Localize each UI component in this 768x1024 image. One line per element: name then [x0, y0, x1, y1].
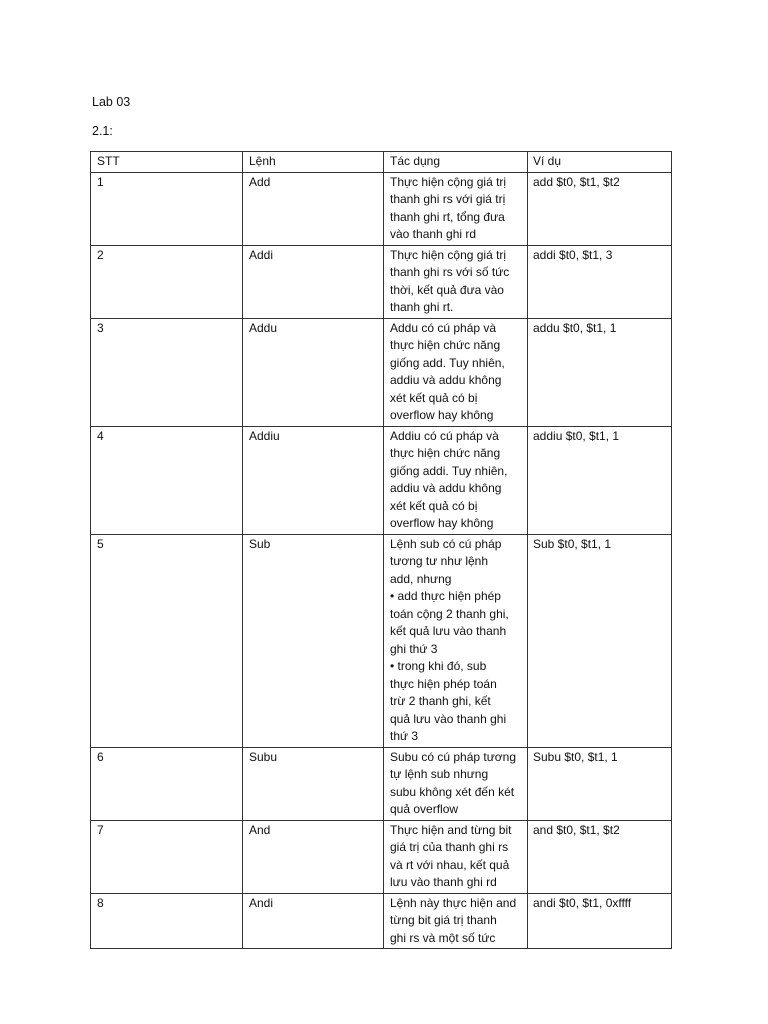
cell-example: add $t0, $t1, $t2 — [528, 172, 672, 245]
cell-command: Subu — [243, 747, 384, 820]
effect-line: giá trị của thanh ghi rs — [390, 840, 509, 854]
effect-line: addiu và addu không — [390, 481, 502, 495]
cell-command: Addiu — [243, 426, 384, 534]
table-row — [91, 820, 672, 893]
effect-line: ghi thứ 3 — [390, 641, 438, 656]
cell-example: andi $t0, $t1, 0xffff — [528, 893, 672, 949]
effect-line: giống addi. Tuy nhiên, — [390, 463, 508, 478]
effect-line: quả lưu vào thanh ghi — [390, 711, 507, 726]
effect-line: xét kết quả có bị — [390, 390, 478, 405]
effect-line: Thực hiện and từng bit — [390, 822, 512, 837]
table-row — [91, 318, 672, 426]
cell-stt: 2 — [91, 245, 243, 318]
cell-effect — [384, 245, 528, 318]
instruction-table — [90, 151, 672, 949]
effect-line: Lệnh sub có cú pháp — [390, 536, 502, 551]
effect-line: overflow hay không — [390, 516, 494, 530]
table-header-row — [91, 152, 672, 173]
cell-effect — [384, 426, 528, 534]
effect-line: tự lệnh sub nhưng — [390, 767, 489, 781]
effect-line: từng bit giá trị thanh — [390, 913, 497, 927]
effect-line: add, nhưng — [390, 571, 452, 586]
cell-example: Subu $t0, $t1, 1 — [528, 747, 672, 820]
effect-line: tương tư như lệnh — [390, 554, 489, 568]
cell-stt: 1 — [91, 172, 243, 245]
effect-line: addiu và addu không — [390, 373, 502, 387]
cell-command: Addi — [243, 245, 384, 318]
cell-example: and $t0, $t1, $t2 — [528, 820, 672, 893]
cell-effect — [384, 172, 528, 245]
cell-command: Add — [243, 172, 384, 245]
effect-line: • trong khi đó, sub — [390, 659, 487, 673]
table-row — [91, 893, 672, 949]
effect-line: Addu có cú pháp và — [390, 320, 497, 335]
cell-stt: 4 — [91, 426, 243, 534]
cell-effect — [384, 893, 528, 949]
effect-line: thanh ghi rs với số tức — [390, 265, 510, 279]
effect-line: overflow hay không — [390, 408, 494, 422]
effect-line: vào thanh ghi rd — [390, 227, 477, 241]
cell-example: addi $t0, $t1, 3 — [528, 245, 672, 318]
cell-effect — [384, 318, 528, 426]
effect-line: Thực hiện cộng giá trị — [390, 247, 507, 262]
cell-example: Sub $t0, $t1, 1 — [528, 534, 672, 747]
cell-command: Sub — [243, 534, 384, 747]
section-number: 2.1: — [92, 124, 113, 138]
effect-line: và rt với nhau, kết quả — [390, 857, 510, 872]
effect-line: thực hiện phép toán — [390, 676, 497, 691]
effect-line: xét kết quả có bị — [390, 498, 478, 513]
cell-example: addu $t0, $t1, 1 — [528, 318, 672, 426]
effect-line: • add thực hiện phép — [390, 589, 501, 603]
header-effect: Tác dụng — [384, 152, 528, 173]
effect-line: quả overflow — [390, 802, 459, 816]
effect-line: Thực hiện cộng giá trị — [390, 174, 507, 189]
effect-line: trừ 2 thanh ghi, kết — [390, 694, 491, 708]
effect-line: thời, kết quả đưa vào — [390, 282, 504, 297]
effect-line: giống add. Tuy nhiên, — [390, 355, 505, 370]
table-row — [91, 172, 672, 245]
cell-command: And — [243, 820, 384, 893]
effect-line: thứ 3 — [390, 729, 419, 743]
cell-stt: 5 — [91, 534, 243, 747]
cell-command: Addu — [243, 318, 384, 426]
effect-line: thanh ghi rt, tổng đưa — [390, 209, 505, 224]
header-command: Lệnh — [243, 152, 384, 173]
table-row — [91, 747, 672, 820]
cell-effect — [384, 747, 528, 820]
effect-line: Lệnh này thực hiện and — [390, 895, 517, 910]
effect-line: ghi rs và một số tức — [390, 930, 496, 945]
effect-line: Addiu có cú pháp và — [390, 428, 499, 443]
effect-line: kết quả lưu vào thanh — [390, 624, 507, 638]
effect-line: lưu vào thanh ghi rd — [390, 875, 497, 889]
effect-line: thanh ghi rt. — [390, 300, 454, 314]
cell-stt: 8 — [91, 893, 243, 949]
cell-stt: 3 — [91, 318, 243, 426]
effect-line: subu không xét đến két — [390, 784, 515, 799]
table-row — [91, 426, 672, 534]
effect-line: thanh ghi rs với giá trị — [390, 192, 506, 206]
cell-example: addiu $t0, $t1, 1 — [528, 426, 672, 534]
effect-line: thực hiện chức năng — [390, 446, 501, 460]
effect-line: Subu có cú pháp tương — [390, 749, 516, 764]
cell-effect — [384, 820, 528, 893]
header-example: Ví dụ — [528, 152, 672, 173]
cell-effect — [384, 534, 528, 747]
cell-stt: 6 — [91, 747, 243, 820]
cell-stt: 7 — [91, 820, 243, 893]
effect-line: thực hiện chức năng — [390, 338, 501, 352]
table-row — [91, 245, 672, 318]
doc-title: Lab 03 — [92, 95, 131, 109]
effect-line: toán cộng 2 thanh ghi, — [390, 606, 509, 621]
header-stt: STT — [91, 152, 243, 173]
cell-command: Andi — [243, 893, 384, 949]
table-row — [91, 534, 672, 747]
